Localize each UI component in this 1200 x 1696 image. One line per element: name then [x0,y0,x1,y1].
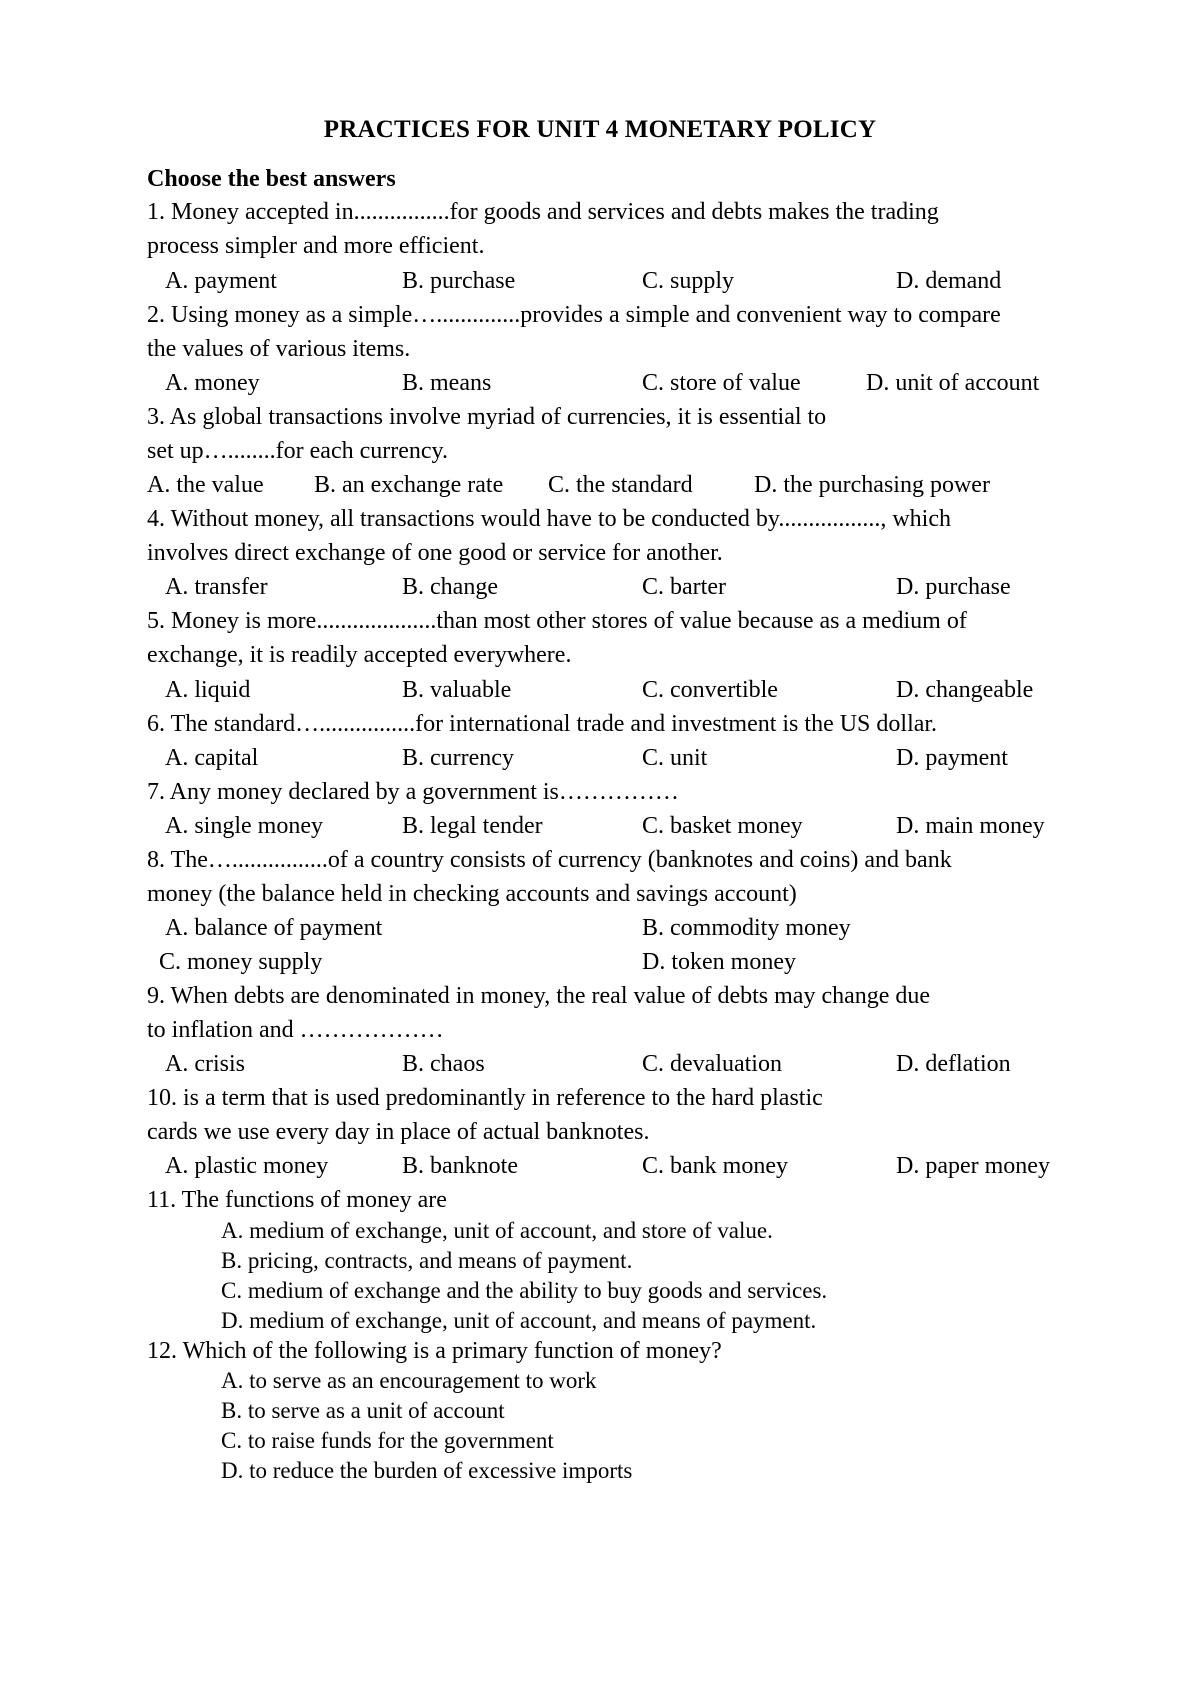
q11-option-a: A. medium of exchange, unit of account, and store of value. [221,1218,773,1243]
q11-option-d: D. medium of exchange, unit of account, and means of payment. [221,1308,817,1333]
question-6-line-1: 6. The standard…................for international trade and investment is the US dollar. [147,711,938,737]
q6-option-a: A. capital [165,745,259,771]
q9-option-a: A. crisis [165,1051,245,1077]
question-10-line-1: 10. is a term that is used predominantly in reference to the hard plastic [147,1085,823,1111]
q8-option-b: B. commodity money [642,915,851,941]
question-9-line-1: 9. When debts are denominated in money, the real value of debts may change due [147,983,931,1009]
question-12-line-1: 12. Which of the following is a primary function of money? [147,1338,722,1364]
q12-option-a: A. to serve as an encouragement to work [221,1368,597,1393]
q4-option-a: A. transfer [165,574,268,600]
q12-option-d: D. to reduce the burden of excessive imports [221,1458,633,1483]
q7-option-d: D. main money [896,813,1045,839]
question-1-line-2: process simpler and more efficient. [147,233,485,259]
q2-option-a: A. money [165,370,260,396]
q4-option-b: B. change [402,574,498,600]
q6-option-c: C. unit [642,745,708,771]
q8-option-c: C. money supply [159,949,323,975]
question-9-line-2: to inflation and ……………… [147,1017,444,1043]
q1-option-c: C. supply [642,268,735,294]
q1-option-d: D. demand [896,268,1002,294]
q9-option-c: C. devaluation [642,1051,782,1077]
question-8-line-2: money (the balance held in checking accounts and savings account) [147,881,797,907]
q8-option-d: D. token money [642,949,796,975]
question-5-line-2: exchange, it is readily accepted everywhere. [147,642,572,668]
q11-option-c: C. medium of exchange and the ability to buy goods and services. [221,1278,828,1303]
q5-option-c: C. convertible [642,677,778,703]
question-3-line-1: 3. As global transactions involve myriad of currencies, it is essential to [147,404,827,430]
question-5-line-1: 5. Money is more....................than most other stores of value because as a medium of [147,608,967,634]
q5-option-a: A. liquid [165,677,251,703]
page-title: PRACTICES FOR UNIT 4 MONETARY POLICY [323,116,877,143]
q10-option-b: B. banknote [402,1153,518,1179]
q12-option-b: B. to serve as a unit of account [221,1398,505,1423]
q8-option-a: A. balance of payment [165,915,383,941]
question-2-line-2: the values of various items. [147,336,411,362]
q12-option-c: C. to raise funds for the government [221,1428,554,1453]
q5-option-b: B. valuable [402,677,512,703]
question-1-line-1: 1. Money accepted in................for goods and services and debts makes the trading [147,199,939,225]
q9-option-d: D. deflation [896,1051,1011,1077]
question-11-line-1: 11. The functions of money are [147,1187,447,1213]
question-8-line-1: 8. The…................of a country consists of currency (banknotes and coins) and bank [147,847,952,873]
q1-option-a: A. payment [165,268,277,294]
question-3-line-2: set up…........for each currency. [147,438,448,464]
question-4-line-1: 4. Without money, all transactions would have to be conducted by................., which [147,506,951,532]
q3-option-c: C. the standard [548,472,693,498]
question-2-line-1: 2. Using money as a simple…..............provides a simple and convenient way to compare [147,302,1001,328]
q4-option-c: C. barter [642,574,726,600]
q10-option-d: D. paper money [896,1153,1050,1179]
q7-option-c: C. basket money [642,813,803,839]
q7-option-a: A. single money [165,813,323,839]
q6-option-d: D. payment [896,745,1008,771]
q2-option-b: B. means [402,370,492,396]
q3-option-d: D. the purchasing power [754,472,990,498]
q6-option-b: B. currency [402,745,514,771]
instructions: Choose the best answers [147,166,396,192]
question-10-line-2: cards we use every day in place of actual banknotes. [147,1119,650,1145]
question-7-line-1: 7. Any money declared by a government is…………… [147,779,679,805]
q10-option-c: C. bank money [642,1153,788,1179]
q9-option-b: B. chaos [402,1051,485,1077]
q1-option-b: B. purchase [402,268,516,294]
q5-option-d: D. changeable [896,677,1034,703]
q2-option-c: C. store of value [642,370,801,396]
q2-option-d: D. unit of account [866,370,1040,396]
q11-option-b: B. pricing, contracts, and means of payment. [221,1248,633,1273]
q4-option-d: D. purchase [896,574,1011,600]
q7-option-b: B. legal tender [402,813,543,839]
question-4-line-2: involves direct exchange of one good or service for another. [147,540,723,566]
q3-option-b: B. an exchange rate [314,472,504,498]
q10-option-a: A. plastic money [165,1153,329,1179]
q3-option-a: A. the value [147,472,264,498]
